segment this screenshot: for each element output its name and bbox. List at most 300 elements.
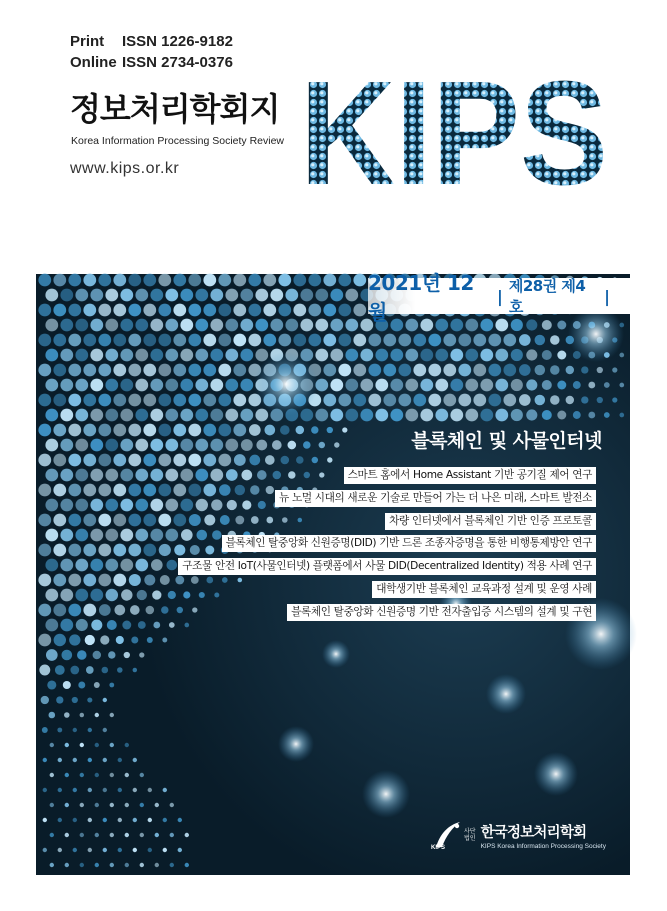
cover-dot (94, 682, 100, 688)
cover-dot (103, 758, 107, 762)
cover-dot (43, 848, 47, 852)
cover-dot (137, 590, 147, 600)
cover-dot (188, 334, 201, 347)
cover-dot (443, 364, 456, 377)
cover-dot (353, 364, 366, 377)
cover-dot (218, 334, 231, 347)
cover-dot (195, 349, 208, 362)
cover-dot (42, 727, 48, 733)
cover-dot (98, 304, 111, 317)
cover-dot (113, 484, 126, 497)
cover-dot (63, 681, 71, 689)
cover-dot (122, 621, 131, 630)
cover-dot (353, 394, 366, 407)
journal-title: 정보처리학회지 (70, 90, 280, 128)
cover-dot (120, 439, 133, 452)
cover-dot (173, 334, 186, 347)
cover-dot (443, 394, 456, 407)
cover-dot (45, 529, 58, 542)
cover-dot (535, 335, 546, 346)
cover-dot (60, 349, 73, 362)
cover-dot (65, 773, 69, 777)
cover-dot (144, 574, 155, 585)
cover-dot (581, 366, 588, 373)
cover-dot (43, 788, 47, 792)
cover-dot (38, 334, 51, 347)
cover-dot (248, 334, 261, 347)
cover-dot (69, 634, 80, 645)
cover-dot (195, 319, 208, 332)
cover-dot (203, 364, 216, 377)
cover-dot (338, 304, 351, 317)
cover-dot (125, 773, 129, 777)
cover-dot (38, 454, 51, 467)
cover-dot (105, 469, 118, 482)
cover-dot (368, 334, 381, 347)
cover-dot (83, 334, 96, 347)
cover-dot (56, 696, 63, 703)
cover-dot (53, 424, 66, 437)
cover-dot (68, 274, 81, 287)
cover-dot (557, 411, 566, 420)
cover-dot (95, 803, 99, 807)
cover-dot (106, 589, 119, 602)
cover-dot (60, 589, 73, 602)
cover-dot (125, 803, 129, 807)
cover-dot (495, 409, 508, 422)
cover-dot (110, 713, 114, 717)
cover-dot (311, 426, 318, 433)
issn-print-label: Print (70, 33, 105, 50)
cover-dot (165, 379, 178, 392)
cover-dot (83, 514, 96, 527)
cover-dot (526, 409, 537, 420)
cover-dot (38, 484, 51, 497)
cover-dot (38, 514, 51, 527)
cover-dot (180, 319, 193, 332)
cover-dot (50, 803, 54, 807)
cover-dot (95, 743, 99, 747)
cover-dot (323, 334, 336, 347)
cover-dot (68, 604, 81, 617)
cover-dot (125, 833, 129, 837)
cover-dot (128, 334, 141, 347)
cover-dot (155, 833, 159, 837)
cover-dot (45, 409, 58, 422)
cover-dot (105, 529, 118, 542)
cover-dot (405, 409, 418, 422)
cover-dot (165, 349, 178, 362)
cover-dot (420, 379, 433, 392)
cover-dot (160, 575, 170, 585)
cover-dot (330, 379, 343, 392)
cover-dot (428, 394, 441, 407)
cover-dot (168, 591, 176, 599)
cover-dot (91, 619, 102, 630)
cover-dot (75, 349, 88, 362)
society-prefix: 사단 법인 (464, 828, 476, 842)
cover-dot (88, 728, 92, 732)
cover-dot (308, 334, 321, 347)
cover-dot (83, 544, 96, 557)
cover-dot (45, 319, 58, 332)
cover-dot (114, 605, 125, 616)
cover-dot (150, 349, 163, 362)
cover-dot (120, 529, 133, 542)
cover-dot (488, 394, 501, 407)
cover-dot (133, 788, 137, 792)
cover-dot (218, 454, 231, 467)
cover-dot (263, 334, 276, 347)
cover-dot (120, 409, 133, 422)
cover-dot (139, 652, 144, 657)
cover-dot (113, 364, 126, 377)
journal-subtitle: Korea Information Processing Society Review (71, 135, 285, 147)
cover-dot (413, 394, 426, 407)
cover-dot (98, 574, 111, 587)
cover-dot (195, 379, 208, 392)
cover-dot (75, 559, 88, 572)
cover-dot (308, 274, 321, 287)
cover-dot (38, 604, 51, 617)
cover-dot (360, 379, 373, 392)
issue-date: 2021년 12월 (368, 271, 474, 324)
cover-dot (413, 334, 426, 347)
cover-dot (120, 319, 133, 332)
cover-dot (612, 397, 617, 402)
cover-dot (38, 424, 51, 437)
article-item[interactable]: 블록체인 탈중앙화 신원증명 기반 전자출입증 시스템의 설계 및 구현 (287, 604, 596, 621)
cover-dot (218, 364, 231, 377)
cover-dot (526, 349, 537, 360)
cover-dot (360, 409, 373, 422)
cover-dot (103, 788, 107, 792)
cover-dot (45, 499, 58, 512)
issn-online-label: Online (70, 54, 117, 71)
cover-glow (486, 674, 526, 714)
cover-dot (65, 833, 69, 837)
cover-dot (113, 334, 126, 347)
cover-dot (218, 394, 231, 407)
cover-dot (113, 544, 126, 557)
cover-dot (203, 274, 216, 287)
cover-dot (155, 863, 159, 867)
cover-dot (60, 499, 73, 512)
cover-dot (353, 274, 366, 287)
cover-dot (526, 319, 537, 330)
cover-dot (480, 409, 493, 422)
cover-dot (73, 758, 77, 762)
cover-dot (130, 605, 140, 615)
cover-dot (248, 274, 261, 287)
cover-dot (68, 574, 81, 587)
society-name-en: KIPS Korea Information Processing Society (480, 842, 606, 850)
cover-dot (249, 455, 260, 466)
cover-dot (428, 364, 441, 377)
cover-dot (188, 394, 201, 407)
cover-dot (105, 559, 118, 572)
cover-dot (68, 304, 81, 317)
cover-dot (150, 319, 163, 332)
cover-dot (308, 304, 321, 317)
cover-dot (465, 379, 478, 392)
cover-dot (73, 728, 77, 732)
cover-dot (188, 364, 201, 377)
article-item[interactable]: 대학생기반 블록체인 교육과정 설계 및 운영 사례 (372, 581, 596, 598)
cover-dot (152, 590, 161, 599)
cover-dot (165, 499, 178, 512)
cover-dot (85, 635, 95, 645)
cover-dot (60, 469, 73, 482)
cover-dot (110, 833, 114, 837)
cover-dot (77, 650, 87, 660)
cover-dot (53, 394, 66, 407)
cover-dot (435, 349, 448, 362)
cover-dot (458, 364, 471, 377)
cover-dot (143, 424, 156, 437)
cover-dot (480, 349, 493, 362)
article-list (178, 467, 596, 627)
cover-dot (50, 743, 54, 747)
issn-online-row (70, 52, 233, 73)
cover-dot (143, 544, 156, 557)
cover-dot (619, 413, 624, 418)
cover-dot (135, 349, 148, 362)
cover-dot (140, 803, 144, 807)
cover-dot (105, 499, 118, 512)
cover-dot (323, 274, 336, 287)
cover-dot (158, 274, 171, 287)
cover-dot (240, 379, 253, 392)
cover-dot (535, 395, 546, 406)
cover-dot (98, 274, 111, 287)
cover-dot (60, 559, 73, 572)
cover-dot (90, 319, 103, 332)
cover-dot (53, 454, 66, 467)
cover-dot (503, 364, 516, 377)
cover-dot (249, 424, 261, 436)
cover-dot (78, 682, 85, 689)
cover-dot (88, 758, 92, 762)
cover-dot (195, 439, 208, 452)
cover-dot (535, 365, 546, 376)
cover-dot (98, 334, 111, 347)
cover-dot (45, 589, 58, 602)
cover-dot (150, 439, 163, 452)
cover-dot (581, 396, 588, 403)
cover-dot (278, 334, 291, 347)
cover-dot (240, 409, 253, 422)
cover-dot (619, 353, 624, 358)
cover-dot (75, 529, 88, 542)
cover-dot (233, 364, 246, 377)
cover-dot (48, 712, 55, 719)
cover-dot (185, 833, 189, 837)
cover-dot (173, 364, 186, 377)
cover-dot (473, 364, 486, 377)
cover-dot (73, 788, 77, 792)
cover-dot (65, 743, 69, 747)
cover-dot (58, 758, 62, 762)
cover-dot (210, 349, 223, 362)
cover-dot (330, 349, 343, 362)
cover-dot (158, 484, 171, 497)
cover-dot (95, 713, 99, 717)
cover-dot (38, 274, 51, 287)
cover-dot (338, 394, 351, 407)
cover-dot (135, 319, 148, 332)
cover-dot (480, 379, 493, 392)
cover-dot (612, 367, 617, 372)
journal-url[interactable]: www.kips.or.kr (70, 160, 180, 177)
cover-dot (519, 394, 531, 406)
cover-dot (105, 319, 118, 332)
cover-dot (296, 426, 305, 435)
cover-dot (90, 559, 103, 572)
cover-dot (519, 334, 531, 346)
cover-dot (118, 758, 122, 762)
cover-dot (135, 409, 148, 422)
cover-dot (542, 410, 552, 420)
cover-dot (53, 484, 66, 497)
cover-dot (88, 818, 92, 822)
cover-dot (45, 349, 58, 362)
cover-dot (210, 409, 223, 422)
cover-dot (46, 649, 58, 661)
cover-dot (511, 379, 523, 391)
cover-dot (133, 668, 137, 672)
cover-dot (180, 409, 193, 422)
cover-dot (113, 454, 126, 467)
cover-dot (45, 559, 58, 572)
cover-dot (88, 848, 92, 852)
cover-dot (293, 334, 306, 347)
cover-dot (315, 319, 328, 332)
cover-dot (53, 514, 66, 527)
cover-dot (169, 622, 175, 628)
cover-dot (143, 454, 156, 467)
cover-dot (151, 559, 163, 571)
cover-dot (188, 274, 201, 287)
kips-logo-text: KIPS (300, 51, 608, 216)
cover-dot (488, 364, 501, 377)
cover-dot (60, 439, 73, 452)
cover-dot (272, 440, 282, 450)
cover-dot (265, 455, 275, 465)
svg-text:KIPS: KIPS (431, 845, 446, 851)
cover-dot (39, 665, 50, 676)
cover-dot (103, 728, 107, 732)
article-item[interactable]: 블록체인 탈중앙화 신원증명(DID) 기반 드론 조종자증명을 통한 비행통제방안 연구 (222, 535, 596, 552)
cover-dot (72, 697, 78, 703)
cover-dot (330, 319, 343, 332)
cover-dot (233, 274, 246, 287)
cover-dot (98, 394, 111, 407)
cover-dot (150, 499, 163, 512)
cover-dot (511, 319, 523, 331)
cover-dot (86, 666, 94, 674)
cover-dot (163, 818, 167, 822)
cover-dot (458, 394, 471, 407)
cover-dot (140, 833, 144, 837)
cover-dot (113, 574, 126, 587)
cover-dot (165, 529, 178, 542)
cover-dot (148, 788, 152, 792)
cover-dot (263, 274, 276, 287)
cover-dot (345, 379, 358, 392)
cover-dot (80, 743, 84, 747)
cover-dot (203, 394, 216, 407)
cover-glow (362, 770, 410, 818)
cover-dot (473, 334, 486, 347)
cover-dot (150, 529, 163, 542)
cover-dot (511, 349, 523, 361)
cover-dot (342, 427, 347, 432)
cover-dot (38, 304, 51, 317)
article-item[interactable]: 구조물 안전 IoT(사물인터넷) 플랫폼에서 사물 DID(Decentralized Identity) 적용 사례 연구 (178, 558, 596, 575)
cover-dot (53, 334, 66, 347)
cover-dot (128, 364, 141, 377)
cover-dot (103, 818, 107, 822)
cover-dot (248, 304, 261, 317)
cover-dot (285, 319, 298, 332)
cover-dot (75, 439, 88, 452)
cover-dot (60, 529, 73, 542)
cover-dot (619, 383, 624, 388)
cover-dot (38, 364, 51, 377)
cover-dot (573, 381, 581, 389)
cover-dot (345, 349, 358, 362)
cover-dot (550, 395, 559, 404)
cover-dot (278, 274, 291, 287)
cover-dot (75, 379, 88, 392)
cover-dot (135, 379, 148, 392)
cover-dot (588, 412, 595, 419)
cover-dot (83, 274, 96, 287)
cover-dot (210, 439, 223, 452)
cover-dot (240, 349, 253, 362)
cover-dot (597, 397, 603, 403)
cover-dot (128, 394, 141, 407)
cover-dot (57, 728, 62, 733)
cover-dot (557, 351, 566, 360)
cover-dot (53, 304, 66, 317)
cover-dot (604, 412, 610, 418)
article-item[interactable]: 뉴 노멀 시대의 새로운 기술로 만들어 가는 더 나은 미래, 스마트 발전소 (275, 490, 596, 507)
cover-panel (36, 271, 630, 875)
cover-dot (150, 379, 163, 392)
cover-dot (345, 319, 358, 332)
cover-dot (375, 379, 388, 392)
cover-dot (150, 469, 163, 482)
article-item[interactable]: 스마트 홈에서 Home Assistant 기반 공기질 제어 연구 (344, 467, 596, 484)
cover-dot (128, 304, 141, 317)
cover-dot (180, 289, 193, 302)
cover-dot (225, 409, 238, 422)
cover-dot (143, 274, 156, 287)
cover-dot (93, 651, 101, 659)
cover-dot (83, 424, 96, 437)
cover-dot (338, 334, 351, 347)
cover-dot (158, 424, 171, 437)
cover-dot (296, 456, 304, 464)
cover-dot (50, 863, 54, 867)
cover-dot (285, 289, 298, 302)
cover-dot (165, 439, 178, 452)
cover-dot (73, 818, 77, 822)
cover-dot (588, 382, 595, 389)
article-item[interactable]: 차량 인터넷에서 블록체인 기반 인증 프로토콜 (385, 513, 596, 530)
